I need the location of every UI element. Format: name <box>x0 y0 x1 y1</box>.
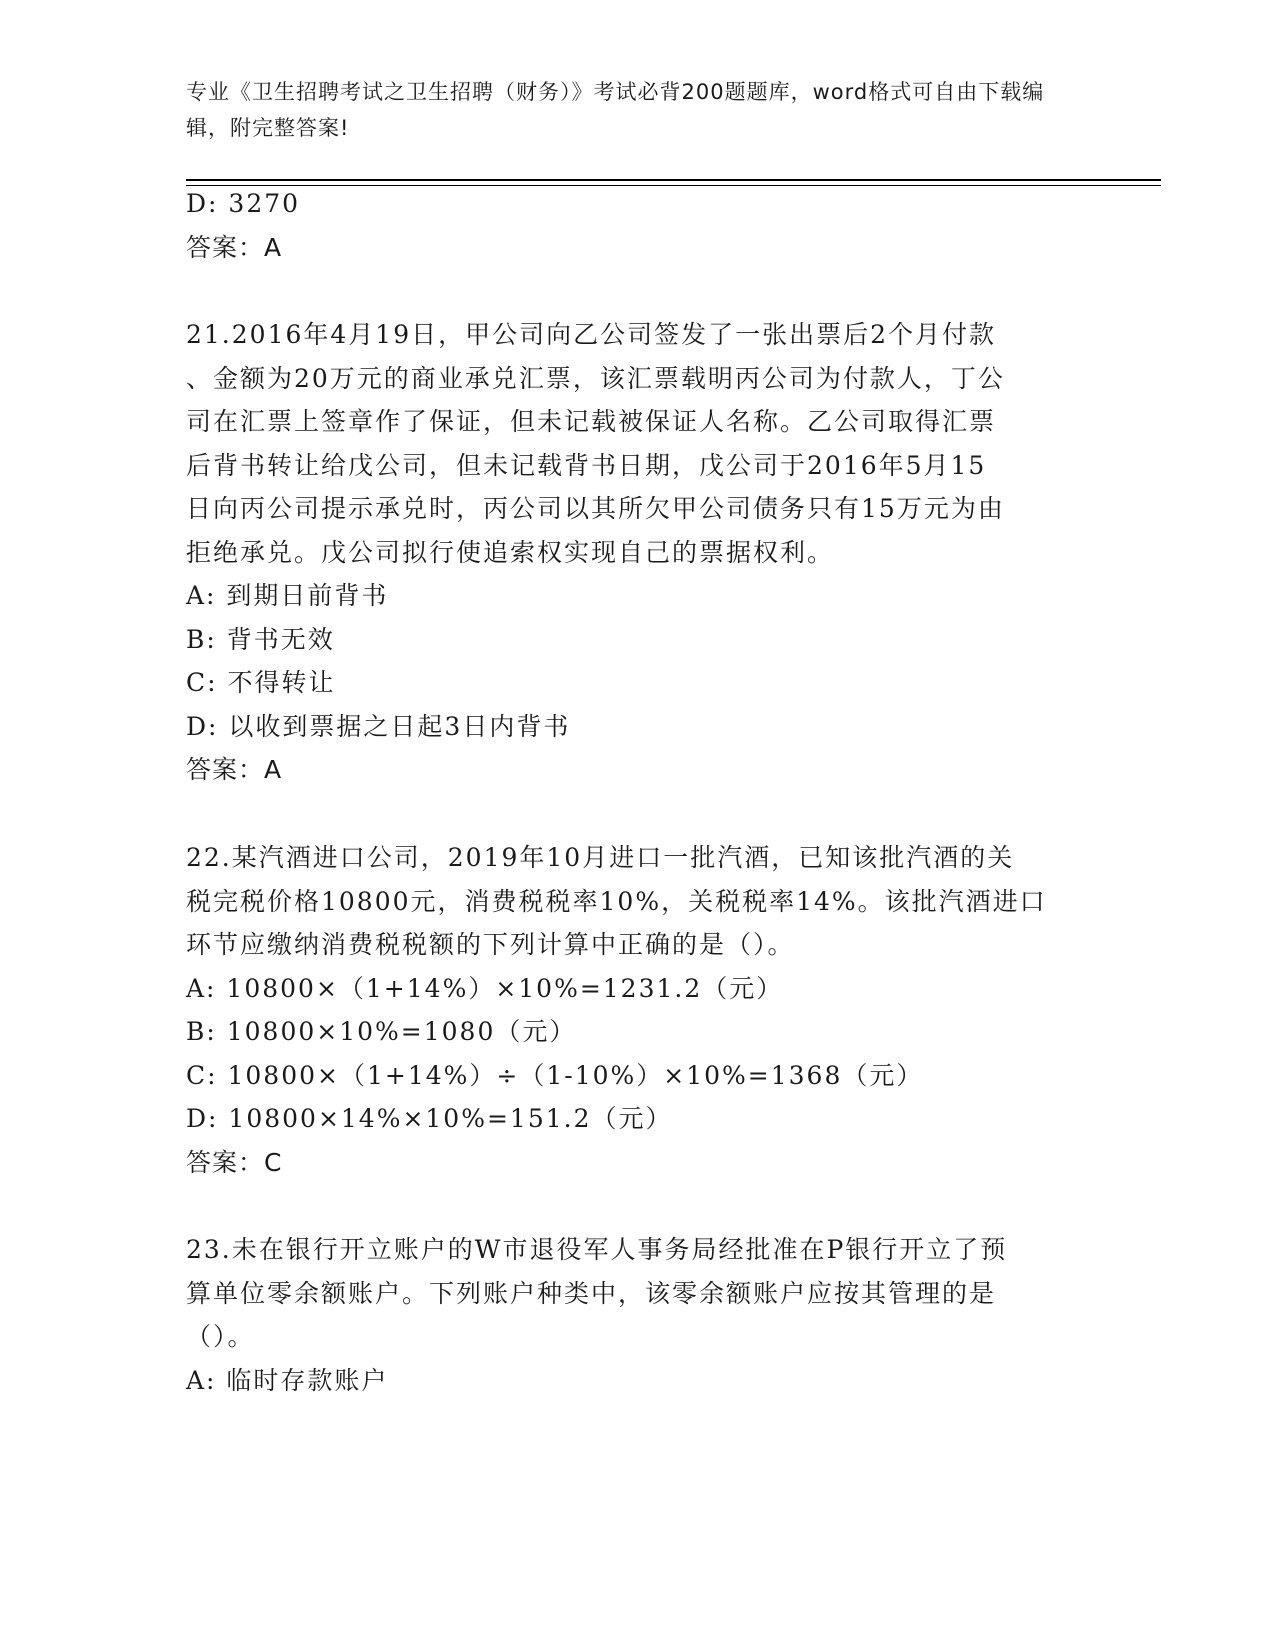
q21-option-c: C: 不得转让 <box>186 668 336 697</box>
q22-stem-line: 环节应缴纳消费税税额的下列计算中正确的是（）。 <box>186 930 795 959</box>
q22-option-b: B: 10800×10%=1080（元） <box>186 1017 577 1046</box>
q21-stem-line: 21.2016年4月19日，甲公司向乙公司签发了一张出票后2个月付款 <box>186 320 997 349</box>
q21-option-d: D: 以收到票据之日起3日内背书 <box>186 712 571 741</box>
prev-question-option-d: D: 3270 <box>186 189 301 218</box>
q23-stem-line: 算单位零余额账户。下列账户种类中，该零余额账户应按其管理的是 <box>186 1279 997 1308</box>
q23-stem-line: 23.未在银行开立账户的W市退役军人事务局经批准在P银行开立了预 <box>186 1235 1008 1264</box>
q23-stem-line: （）。 <box>186 1322 255 1351</box>
q22-option-d: D: 10800×14%×10%=151.2（元） <box>186 1104 673 1133</box>
q22-option-a: A: 10800×（1+14%）×10%=1231.2（元） <box>186 974 784 1003</box>
q21-stem-line: 司在汇票上签章作了保证，但未记载被保证人名称。乙公司取得汇票 <box>186 407 997 436</box>
q21-option-b: B: 背书无效 <box>186 625 335 654</box>
q22-option-c: C: 10800×（1+14%）÷（1-10%）×10%=1368（元） <box>186 1061 924 1090</box>
prev-question-answer: 答案：A <box>186 233 283 262</box>
q21-stem-line: 后背书转让给戊公司，但未记载背书日期，戊公司于2016年5月15 <box>186 451 987 480</box>
document-header: 专业《卫生招聘考试之卫生招聘（财务）》考试必背200题题库，word格式可自由下载编辑，附完整答案! <box>186 80 1045 140</box>
q23-option-a: A: 临时存款账户 <box>186 1366 389 1395</box>
q21-stem-line: 、金额为20万元的商业承兑汇票，该汇票载明丙公司为付款人，丁公 <box>186 364 1005 393</box>
q21-stem-line: 拒绝承兑。戊公司拟行使追索权实现自己的票据权利。 <box>186 538 835 567</box>
q21-stem-line: 日向丙公司提示承兑时，丙公司以其所欠甲公司债务只有15万元为由 <box>186 494 1005 523</box>
q21-option-a: A: 到期日前背书 <box>186 581 389 610</box>
header-rule-thick <box>186 179 1161 181</box>
q22-stem-line: 税完税价格10800元，消费税税率10%，关税税率14%。该批汽酒进口 <box>186 887 1047 916</box>
q22-stem-line: 22.某汽酒进口公司，2019年10月进口一批汽酒，已知该批汽酒的关 <box>186 843 1015 872</box>
q22-answer: 答案：C <box>186 1148 283 1177</box>
q21-answer: 答案：A <box>186 755 283 784</box>
header-rule-thin <box>186 185 1161 186</box>
